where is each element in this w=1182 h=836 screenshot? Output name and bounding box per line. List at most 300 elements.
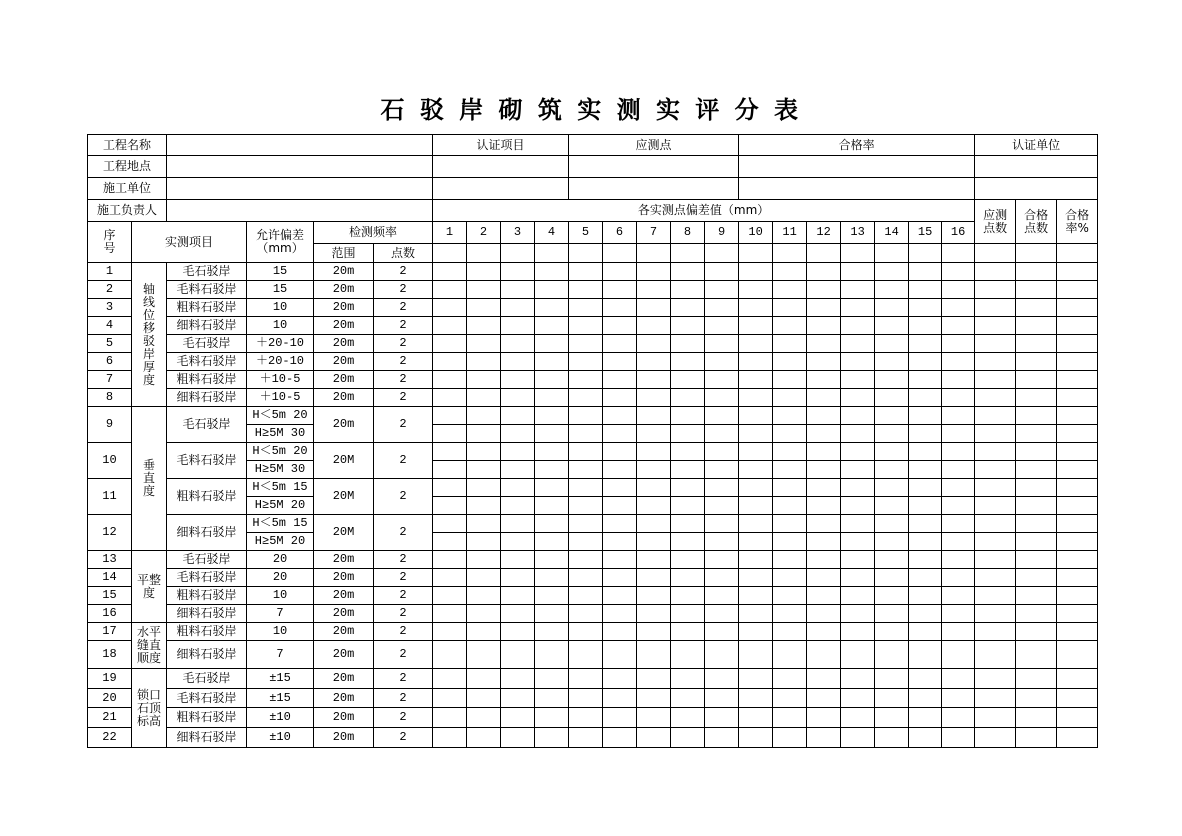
pass-rate-field[interactable] (739, 156, 975, 178)
measurement-cell[interactable] (875, 669, 909, 689)
measurement-cell[interactable] (535, 281, 569, 299)
measurement-cell[interactable] (739, 281, 773, 299)
measurement-cell[interactable] (671, 281, 705, 299)
measurement-cell[interactable] (671, 389, 705, 407)
measurement-cell[interactable] (433, 497, 467, 515)
measurement-cell[interactable] (705, 317, 739, 335)
measurement-cell[interactable] (433, 299, 467, 317)
points-passed-cell[interactable] (1016, 443, 1057, 461)
measurement-cell[interactable] (603, 335, 637, 353)
measurement-cell[interactable] (671, 728, 705, 748)
measurement-cell[interactable] (569, 728, 603, 748)
measurement-cell[interactable] (433, 641, 467, 669)
certification-item-field[interactable] (433, 156, 569, 178)
points-passed-cell[interactable] (1016, 317, 1057, 335)
measurement-cell[interactable] (942, 641, 975, 669)
measurement-cell[interactable] (705, 461, 739, 479)
pass-rate-cell[interactable] (1057, 689, 1098, 708)
measurement-cell[interactable] (773, 479, 807, 497)
measurement-cell[interactable] (501, 689, 535, 708)
measurement-cell[interactable] (942, 371, 975, 389)
measurement-cell[interactable] (501, 299, 535, 317)
measurement-cell[interactable] (535, 728, 569, 748)
measurement-cell[interactable] (705, 371, 739, 389)
measurement-cell[interactable] (501, 728, 535, 748)
measurement-cell[interactable] (739, 605, 773, 623)
measurement-cell[interactable] (603, 371, 637, 389)
measurement-cell[interactable] (501, 479, 535, 497)
measurement-cell[interactable] (773, 353, 807, 371)
measurement-cell[interactable] (569, 497, 603, 515)
points-passed-cell[interactable] (1016, 728, 1057, 748)
measurement-cell[interactable] (501, 389, 535, 407)
measurement-cell[interactable] (875, 335, 909, 353)
measurement-cell[interactable] (535, 641, 569, 669)
measurement-cell[interactable] (773, 443, 807, 461)
measurement-cell[interactable] (875, 497, 909, 515)
measurement-cell[interactable] (875, 587, 909, 605)
points-to-measure-cell[interactable] (975, 479, 1016, 497)
measurement-cell[interactable] (942, 407, 975, 425)
measurement-cell[interactable] (671, 497, 705, 515)
measurement-cell[interactable] (501, 623, 535, 641)
measurement-cell[interactable] (535, 425, 569, 443)
measurement-cell[interactable] (501, 708, 535, 728)
points-passed-cell[interactable] (1016, 389, 1057, 407)
measurement-cell[interactable] (739, 299, 773, 317)
measurement-cell[interactable] (433, 569, 467, 587)
points-to-measure-cell[interactable] (975, 641, 1016, 669)
measurement-cell[interactable] (603, 728, 637, 748)
pass-rate-cell[interactable] (1057, 708, 1098, 728)
measurement-cell[interactable] (773, 299, 807, 317)
measurement-cell[interactable] (603, 425, 637, 443)
measurement-cell[interactable] (705, 389, 739, 407)
measurement-cell[interactable] (637, 569, 671, 587)
measurement-cell[interactable] (807, 335, 841, 353)
measurement-cell[interactable] (433, 708, 467, 728)
measurement-cell[interactable] (739, 708, 773, 728)
measurement-cell[interactable] (841, 299, 875, 317)
measurement-cell[interactable] (739, 551, 773, 569)
measurement-cell[interactable] (807, 299, 841, 317)
pass-rate-cell[interactable] (1057, 641, 1098, 669)
measurement-cell[interactable] (637, 461, 671, 479)
measurement-cell[interactable] (433, 669, 467, 689)
measurement-cell[interactable] (569, 353, 603, 371)
measurement-cell[interactable] (637, 623, 671, 641)
measurement-cell[interactable] (671, 669, 705, 689)
points-passed-cell[interactable] (1016, 425, 1057, 443)
measurement-cell[interactable] (433, 605, 467, 623)
measurement-cell[interactable] (841, 407, 875, 425)
site-manager-field[interactable] (167, 200, 433, 222)
measurement-cell[interactable] (807, 443, 841, 461)
measurement-cell[interactable] (942, 389, 975, 407)
measurement-cell[interactable] (637, 371, 671, 389)
measurement-cell[interactable] (535, 335, 569, 353)
measurement-cell[interactable] (705, 443, 739, 461)
measurement-cell[interactable] (909, 708, 942, 728)
measurement-cell[interactable] (841, 515, 875, 533)
measurement-cell[interactable] (467, 425, 501, 443)
measurement-cell[interactable] (535, 708, 569, 728)
measurement-cell[interactable] (841, 689, 875, 708)
measurement-cell[interactable] (942, 281, 975, 299)
measurement-cell[interactable] (705, 533, 739, 551)
measurement-cell[interactable] (739, 641, 773, 669)
measurement-cell[interactable] (671, 587, 705, 605)
measurement-cell[interactable] (705, 623, 739, 641)
measurement-cell[interactable] (671, 371, 705, 389)
measurement-cell[interactable] (637, 689, 671, 708)
points-to-measure-cell[interactable] (975, 281, 1016, 299)
measurement-cell[interactable] (467, 641, 501, 669)
measurement-cell[interactable] (875, 281, 909, 299)
measurement-cell[interactable] (773, 728, 807, 748)
points-passed-cell[interactable] (1016, 461, 1057, 479)
measurement-cell[interactable] (807, 461, 841, 479)
measurement-cell[interactable] (603, 708, 637, 728)
measurement-cell[interactable] (807, 281, 841, 299)
measurement-cell[interactable] (501, 335, 535, 353)
measurement-cell[interactable] (739, 317, 773, 335)
measurement-cell[interactable] (909, 461, 942, 479)
measurement-cell[interactable] (942, 497, 975, 515)
pass-rate-cell[interactable] (1057, 407, 1098, 425)
measurement-cell[interactable] (841, 623, 875, 641)
measurement-cell[interactable] (637, 728, 671, 748)
measurement-cell[interactable] (942, 533, 975, 551)
measurement-cell[interactable] (705, 569, 739, 587)
measurement-cell[interactable] (705, 551, 739, 569)
measurement-cell[interactable] (807, 515, 841, 533)
measurement-cell[interactable] (875, 551, 909, 569)
measurement-cell[interactable] (501, 533, 535, 551)
pass-rate-cell[interactable] (1057, 299, 1098, 317)
measurement-cell[interactable] (467, 443, 501, 461)
pass-rate-cell[interactable] (1057, 317, 1098, 335)
measurement-cell[interactable] (909, 551, 942, 569)
measurement-cell[interactable] (773, 371, 807, 389)
measurement-cell[interactable] (671, 605, 705, 623)
measurement-cell[interactable] (467, 533, 501, 551)
measurement-cell[interactable] (773, 551, 807, 569)
measurement-cell[interactable] (909, 443, 942, 461)
measurement-cell[interactable] (501, 443, 535, 461)
measurement-cell[interactable] (501, 515, 535, 533)
measurement-cell[interactable] (467, 669, 501, 689)
measurement-cell[interactable] (569, 623, 603, 641)
construction-unit-field[interactable] (167, 178, 433, 200)
measurement-cell[interactable] (807, 317, 841, 335)
points-to-measure-cell[interactable] (975, 353, 1016, 371)
measurement-cell[interactable] (773, 425, 807, 443)
measurement-cell[interactable] (705, 335, 739, 353)
required-points-field[interactable] (569, 178, 739, 200)
measurement-cell[interactable] (603, 569, 637, 587)
measurement-cell[interactable] (909, 317, 942, 335)
pass-rate-cell[interactable] (1057, 569, 1098, 587)
measurement-cell[interactable] (841, 461, 875, 479)
measurement-cell[interactable] (603, 497, 637, 515)
measurement-cell[interactable] (942, 515, 975, 533)
measurement-cell[interactable] (569, 587, 603, 605)
measurement-cell[interactable] (705, 641, 739, 669)
measurement-cell[interactable] (909, 353, 942, 371)
measurement-cell[interactable] (501, 263, 535, 281)
measurement-cell[interactable] (535, 669, 569, 689)
measurement-cell[interactable] (739, 533, 773, 551)
measurement-cell[interactable] (739, 371, 773, 389)
points-to-measure-cell[interactable] (975, 389, 1016, 407)
measurement-cell[interactable] (773, 641, 807, 669)
measurement-cell[interactable] (942, 461, 975, 479)
points-to-measure-cell[interactable] (975, 533, 1016, 551)
measurement-cell[interactable] (603, 281, 637, 299)
certification-unit-field[interactable] (975, 178, 1098, 200)
measurement-cell[interactable] (671, 479, 705, 497)
measurement-cell[interactable] (739, 479, 773, 497)
points-passed-cell[interactable] (1016, 551, 1057, 569)
measurement-cell[interactable] (807, 689, 841, 708)
measurement-cell[interactable] (841, 533, 875, 551)
required-points-field[interactable] (569, 156, 739, 178)
measurement-cell[interactable] (671, 569, 705, 587)
measurement-cell[interactable] (671, 461, 705, 479)
measurement-cell[interactable] (433, 443, 467, 461)
measurement-cell[interactable] (909, 605, 942, 623)
project-name-field[interactable] (167, 135, 433, 156)
measurement-cell[interactable] (569, 443, 603, 461)
measurement-cell[interactable] (637, 497, 671, 515)
points-passed-cell[interactable] (1016, 569, 1057, 587)
measurement-cell[interactable] (807, 425, 841, 443)
measurement-cell[interactable] (807, 533, 841, 551)
pass-rate-cell[interactable] (1057, 479, 1098, 497)
points-to-measure-cell[interactable] (975, 371, 1016, 389)
points-to-measure-cell[interactable] (975, 605, 1016, 623)
measurement-cell[interactable] (671, 641, 705, 669)
measurement-cell[interactable] (807, 587, 841, 605)
measurement-cell[interactable] (501, 587, 535, 605)
measurement-cell[interactable] (773, 515, 807, 533)
measurement-cell[interactable] (807, 605, 841, 623)
measurement-cell[interactable] (942, 317, 975, 335)
measurement-cell[interactable] (773, 708, 807, 728)
measurement-cell[interactable] (535, 461, 569, 479)
measurement-cell[interactable] (841, 669, 875, 689)
measurement-cell[interactable] (467, 728, 501, 748)
measurement-cell[interactable] (739, 623, 773, 641)
measurement-cell[interactable] (467, 689, 501, 708)
measurement-cell[interactable] (637, 443, 671, 461)
measurement-cell[interactable] (705, 689, 739, 708)
measurement-cell[interactable] (773, 407, 807, 425)
certification-item-field[interactable] (433, 178, 569, 200)
measurement-cell[interactable] (535, 623, 569, 641)
project-site-field[interactable] (167, 156, 433, 178)
measurement-cell[interactable] (807, 371, 841, 389)
measurement-cell[interactable] (569, 515, 603, 533)
measurement-cell[interactable] (671, 533, 705, 551)
points-passed-cell[interactable] (1016, 497, 1057, 515)
measurement-cell[interactable] (773, 497, 807, 515)
measurement-cell[interactable] (909, 479, 942, 497)
measurement-cell[interactable] (942, 669, 975, 689)
measurement-cell[interactable] (603, 407, 637, 425)
measurement-cell[interactable] (739, 669, 773, 689)
measurement-cell[interactable] (467, 605, 501, 623)
measurement-cell[interactable] (739, 569, 773, 587)
points-to-measure-cell[interactable] (975, 515, 1016, 533)
measurement-cell[interactable] (637, 263, 671, 281)
measurement-cell[interactable] (501, 461, 535, 479)
measurement-cell[interactable] (671, 551, 705, 569)
points-to-measure-cell[interactable] (975, 335, 1016, 353)
measurement-cell[interactable] (535, 299, 569, 317)
measurement-cell[interactable] (773, 461, 807, 479)
measurement-cell[interactable] (467, 299, 501, 317)
measurement-cell[interactable] (637, 641, 671, 669)
pass-rate-cell[interactable] (1057, 551, 1098, 569)
measurement-cell[interactable] (705, 605, 739, 623)
measurement-cell[interactable] (535, 569, 569, 587)
measurement-cell[interactable] (909, 689, 942, 708)
measurement-cell[interactable] (671, 317, 705, 335)
measurement-cell[interactable] (942, 551, 975, 569)
measurement-cell[interactable] (603, 551, 637, 569)
measurement-cell[interactable] (875, 317, 909, 335)
measurement-cell[interactable] (942, 335, 975, 353)
measurement-cell[interactable] (603, 623, 637, 641)
measurement-cell[interactable] (705, 587, 739, 605)
measurement-cell[interactable] (739, 263, 773, 281)
measurement-cell[interactable] (637, 335, 671, 353)
measurement-cell[interactable] (807, 353, 841, 371)
measurement-cell[interactable] (942, 623, 975, 641)
measurement-cell[interactable] (841, 551, 875, 569)
points-passed-cell[interactable] (1016, 407, 1057, 425)
measurement-cell[interactable] (841, 263, 875, 281)
measurement-cell[interactable] (875, 353, 909, 371)
measurement-cell[interactable] (535, 317, 569, 335)
measurement-cell[interactable] (705, 299, 739, 317)
points-to-measure-cell[interactable] (975, 425, 1016, 443)
measurement-cell[interactable] (433, 587, 467, 605)
measurement-cell[interactable] (637, 299, 671, 317)
measurement-cell[interactable] (467, 551, 501, 569)
measurement-cell[interactable] (739, 497, 773, 515)
measurement-cell[interactable] (739, 335, 773, 353)
measurement-cell[interactable] (501, 425, 535, 443)
pass-rate-cell[interactable] (1057, 371, 1098, 389)
measurement-cell[interactable] (603, 443, 637, 461)
pass-rate-cell[interactable] (1057, 389, 1098, 407)
measurement-cell[interactable] (807, 641, 841, 669)
measurement-cell[interactable] (841, 281, 875, 299)
measurement-cell[interactable] (637, 353, 671, 371)
measurement-cell[interactable] (841, 389, 875, 407)
measurement-cell[interactable] (739, 689, 773, 708)
measurement-cell[interactable] (535, 551, 569, 569)
measurement-cell[interactable] (807, 407, 841, 425)
measurement-cell[interactable] (569, 605, 603, 623)
points-passed-cell[interactable] (1016, 669, 1057, 689)
measurement-cell[interactable] (909, 569, 942, 587)
measurement-cell[interactable] (909, 263, 942, 281)
measurement-cell[interactable] (875, 461, 909, 479)
measurement-cell[interactable] (909, 515, 942, 533)
pass-rate-cell[interactable] (1057, 425, 1098, 443)
measurement-cell[interactable] (909, 497, 942, 515)
measurement-cell[interactable] (535, 689, 569, 708)
measurement-cell[interactable] (467, 281, 501, 299)
measurement-cell[interactable] (942, 299, 975, 317)
measurement-cell[interactable] (773, 623, 807, 641)
measurement-cell[interactable] (705, 497, 739, 515)
measurement-cell[interactable] (739, 425, 773, 443)
measurement-cell[interactable] (501, 317, 535, 335)
points-to-measure-cell[interactable] (975, 669, 1016, 689)
measurement-cell[interactable] (603, 299, 637, 317)
measurement-cell[interactable] (705, 515, 739, 533)
measurement-cell[interactable] (705, 669, 739, 689)
measurement-cell[interactable] (603, 353, 637, 371)
measurement-cell[interactable] (875, 389, 909, 407)
measurement-cell[interactable] (501, 371, 535, 389)
measurement-cell[interactable] (773, 669, 807, 689)
points-to-measure-cell[interactable] (975, 317, 1016, 335)
measurement-cell[interactable] (637, 708, 671, 728)
measurement-cell[interactable] (841, 317, 875, 335)
pass-rate-cell[interactable] (1057, 669, 1098, 689)
pass-rate-cell[interactable] (1057, 605, 1098, 623)
measurement-cell[interactable] (841, 708, 875, 728)
measurement-cell[interactable] (603, 515, 637, 533)
points-passed-cell[interactable] (1016, 281, 1057, 299)
measurement-cell[interactable] (637, 425, 671, 443)
measurement-cell[interactable] (603, 389, 637, 407)
measurement-cell[interactable] (875, 605, 909, 623)
measurement-cell[interactable] (569, 708, 603, 728)
measurement-cell[interactable] (603, 605, 637, 623)
measurement-cell[interactable] (501, 641, 535, 669)
measurement-cell[interactable] (807, 263, 841, 281)
measurement-cell[interactable] (603, 263, 637, 281)
points-to-measure-cell[interactable] (975, 551, 1016, 569)
measurement-cell[interactable] (773, 317, 807, 335)
measurement-cell[interactable] (942, 689, 975, 708)
measurement-cell[interactable] (569, 389, 603, 407)
measurement-cell[interactable] (569, 479, 603, 497)
measurement-cell[interactable] (671, 515, 705, 533)
measurement-cell[interactable] (807, 623, 841, 641)
measurement-cell[interactable] (739, 443, 773, 461)
measurement-cell[interactable] (909, 335, 942, 353)
measurement-cell[interactable] (569, 317, 603, 335)
measurement-cell[interactable] (773, 335, 807, 353)
measurement-cell[interactable] (909, 281, 942, 299)
measurement-cell[interactable] (433, 461, 467, 479)
measurement-cell[interactable] (841, 587, 875, 605)
measurement-cell[interactable] (875, 728, 909, 748)
measurement-cell[interactable] (739, 515, 773, 533)
measurement-cell[interactable] (603, 641, 637, 669)
measurement-cell[interactable] (909, 299, 942, 317)
pass-rate-cell[interactable] (1057, 497, 1098, 515)
measurement-cell[interactable] (773, 569, 807, 587)
